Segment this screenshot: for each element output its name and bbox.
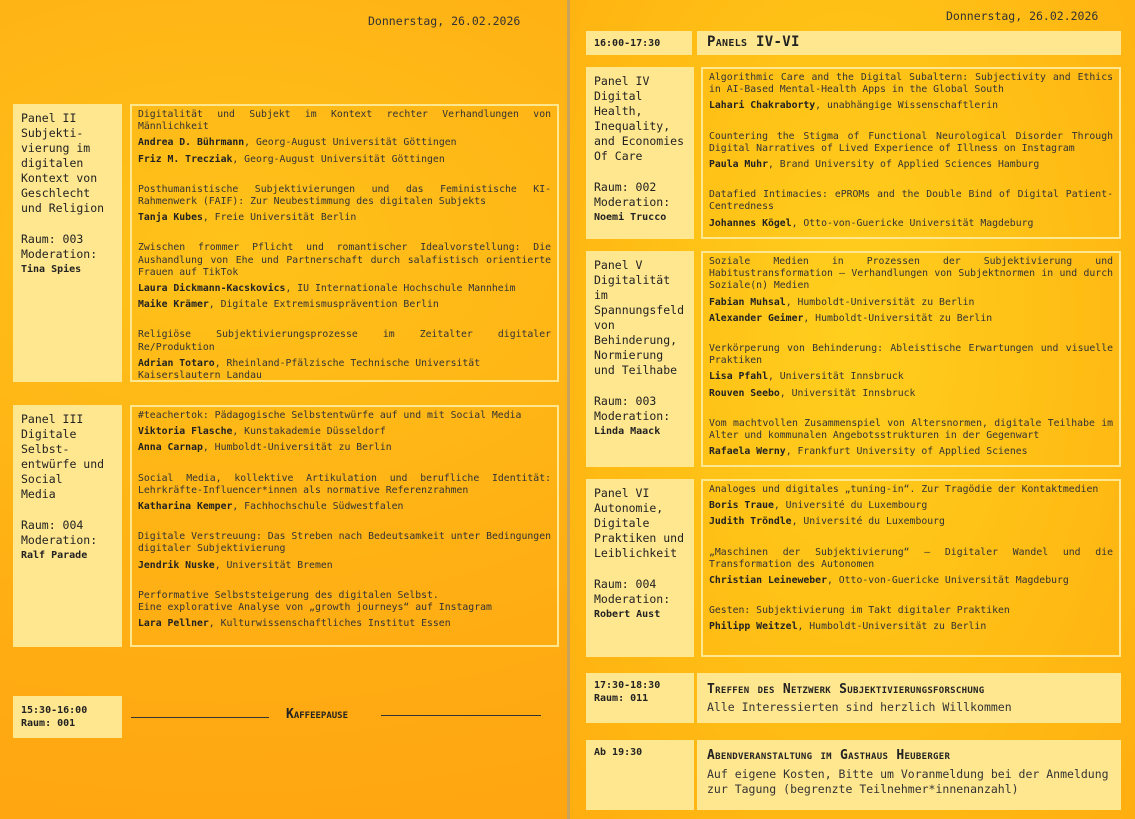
talk [709,131,1113,172]
speaker [709,446,1113,458]
talk-title: Gesten: Subjektivierung im Takt digitaler Praktiken [709,605,1010,617]
speaker-name: Jendrik Nuske [138,559,215,571]
right-page [570,0,1135,819]
speaker [138,154,551,166]
speaker-name: Philipp Weitzel [709,621,798,633]
speaker-affiliation: , Humboldt-Universität zu Berlin [785,296,975,308]
network-time-box [586,673,694,723]
talk [138,184,551,225]
panel-6-talks [701,479,1121,657]
speaker [138,560,551,572]
talk-title: Digitalität und Subjekt im Kontext rechter Verhandlungen von Männlichkeit [138,109,551,133]
speaker [138,283,551,295]
pause-divider-right [381,715,541,716]
pause-label: Kaffeepause [286,707,349,722]
speaker-name: Boris Traue [709,500,774,512]
panel-6-title: Panel VI Autonomie, Digitale Praktiken und Leiblichkeit [594,486,685,560]
speaker-name: Lahari Chakraborty [709,100,816,112]
speaker [138,137,551,149]
speaker [138,358,551,382]
speaker-name: Christian Leineweber [709,575,827,587]
speaker-affiliation: , Humboldt-Universität zu Berlin [202,442,392,454]
talk [709,72,1113,113]
panel-2-label [13,104,122,382]
panels-time-box [586,31,692,55]
speaker [709,159,1113,171]
speaker-name: Maike Krämer [138,299,209,311]
speaker-name: Laura Dickmann-Kacskovics [138,283,286,295]
date-right: Donnerstag, 26.02.2026 [946,9,1099,23]
panel-4-talks [701,67,1121,239]
evening-time-box [586,740,694,810]
network-time: 17:30-18:30 [594,680,661,691]
speaker-name: Viktoria Flasche [138,426,233,438]
speaker [138,426,551,438]
panel-6-moderator: Robert Aust [594,609,661,620]
evening-title: Abendveranstaltung im Gasthaus Heuberger [707,748,951,763]
speaker [138,212,551,224]
panel-5-room: Raum: 003 [594,394,657,408]
pause-room: Raum: 001 [21,718,76,729]
speaker-name: Lara Pellner [138,618,209,630]
speaker-name: Tanja Kubes [138,212,203,224]
speaker [138,501,551,513]
speaker [709,500,1113,512]
speaker-name: Andrea D. Bührmann [138,137,245,149]
speaker [138,299,551,311]
talk [709,418,1113,459]
speaker-affiliation: , Kulturwissenschaftliches Institut Essen [208,618,451,630]
talk [709,189,1113,230]
talk-title: Analoges und digitales „tuning-in“. Zur Tragödie der Kontaktmedien [709,484,1099,495]
speaker-affiliation: , Georg-August Universität Göttingen [232,153,445,165]
speaker-affiliation: , unabhängige Wissenschaftlerin [815,100,999,112]
panel-5-title: Panel V Digitalität im Spannungsfeld von Behinderung, Normierung und Teilhabe [594,258,685,377]
network-box [697,673,1121,723]
panel-3-label [13,405,122,647]
speaker-affiliation: , Universität Innsbruck [779,387,916,399]
panels-heading-box [697,31,1121,55]
speaker-name: Rafaela Werny [709,446,786,458]
talk-title: Soziale Medien in Prozessen der Subjektivierung und Habitustransformation – Verhandlungen von Subjektnormen in und durch Soziale(n) Medien [709,256,1113,292]
speaker-affiliation: , Humboldt-Universität zu Berlin [803,312,993,324]
panel-3-moderator: Ralf Parade [21,550,88,561]
speaker [138,618,551,630]
pause-time: 15:30-16:00 [21,705,88,716]
panel-3-mod-label: Moderation: [21,533,98,547]
evening-subtitle: Auf eigene Kosten, Bitte um Voranmeldung bei der Anmeldung zur Tagung (begrenzte Teilnehmer*innenanzahl) [707,767,1109,796]
talk [138,410,551,455]
panels-time: 16:00-17:30 [594,38,661,49]
panel-2-moderator: Tina Spies [21,264,82,275]
speaker-affiliation: , Université du Luxembourg [791,516,945,528]
panel-4-moderator: Noemi Trucco [594,212,667,223]
speaker [709,218,1113,230]
speaker-affiliation: , Universität Bremen [214,559,333,571]
speaker-name: Friz M. Trecziak [138,153,233,165]
talk-title: Zwischen frommer Pflicht und romantischer Idealvorstellung: Die Aushandlung von Ehe und Partnerschaft durch salafistisch orientierte Frauen auf TikTok [138,242,551,278]
panel-3-title: Panel III Digitale Selbst- entwürfe und Social Media [21,412,105,501]
speaker-affiliation: , Georg-August Universität Göttingen [244,137,457,149]
talk-title: Vom machtvollen Zusammenspiel von Altersnormen, digitale Teilhabe im Alter und kommunalen Angebotsstrukturen in der Gegenwart [709,417,1113,442]
talk [138,590,551,631]
panel-5-talks [701,251,1121,467]
panel-4-label [586,67,694,239]
speaker [709,100,1113,112]
talk-title: Posthumanistische Subjektivierungen und das Feministische KI-Rahmenwerk (FAIF): Zur Neubestimmung des digitalen Subjekts [138,183,551,208]
panel-3-room: Raum: 004 [21,518,84,532]
speaker [709,621,1113,633]
panel-3-talks [130,405,559,647]
date-left: Donnerstag, 26.02.2026 [368,14,521,28]
speaker-name: Katharina Kemper [138,501,233,513]
speaker-name: Johannes Kögel [709,217,792,229]
panel-4-title: Panel IV Digital Health, Inequality, and Economies Of Care [594,74,685,163]
panels-heading: Panels IV-VI [707,34,800,50]
panel-6-room: Raum: 004 [594,577,657,591]
panel-5-moderator: Linda Maack [594,426,661,437]
talk [138,329,551,382]
speaker-name: Anna Carnap [138,442,203,454]
panel-5-mod-label: Moderation: [594,409,671,423]
speaker-name: Adrian Totaro [138,357,215,369]
speaker-affiliation: , Frankfurt University of Applied Scienes [785,446,1028,458]
panel-6-mod-label: Moderation: [594,592,671,606]
talk-title: Verkörperung von Behinderung: Ableistische Erwartungen und visuelle Praktiken [709,343,1113,367]
talk-title: Countering the Stigma of Functional Neurological Disorder Through Digital Narratives of Lived Experience of Illness on Instagram [709,130,1113,154]
speaker-affiliation: , Otto-von-Guericke Universität Magdeburg [791,217,1034,229]
speaker [709,371,1113,383]
panel-4-room: Raum: 002 [594,180,657,194]
speaker-affiliation: , Rheinland-Pfälzische Technische Universität Kaiserslautern Landau [138,357,481,382]
speaker [709,575,1113,587]
evening-time: Ab 19:30 [594,747,643,758]
speaker [709,313,1113,325]
speaker-name: Alexander Geimer [709,312,804,324]
panel-4-mod-label: Moderation: [594,195,671,209]
panel-6-label [586,479,694,657]
panel-2-room: Raum: 003 [21,232,84,246]
talk [709,343,1113,400]
talk [709,605,1113,633]
talk [709,256,1113,325]
evening-box [697,740,1121,810]
speaker-affiliation: , Humboldt-Universität zu Berlin [797,621,987,633]
speaker-name: Lisa Pfahl [709,371,768,383]
speaker-affiliation: , Universität Innsbruck [767,371,904,383]
panel-5-label [586,251,694,467]
pause-time-box [13,696,122,738]
speaker-affiliation: , Otto-von-Guericke Universität Magdeburg [826,575,1069,587]
talk [138,531,551,572]
speaker-affiliation: , Digitale Extremismusprävention Berlin [208,299,439,311]
speaker [709,516,1113,528]
talk-title: Social Media, kollektive Artikulation und berufliche Identität: Lehrkräfte-Influencer*innen als normative Referenzrahmen [138,472,551,496]
speaker-name: Paula Muhr [709,159,768,171]
talk [138,242,551,311]
speaker-affiliation: , Freie Universität Berlin [202,212,357,224]
network-room: Raum: 011 [594,693,649,704]
talk-title: Digitale Verstreuung: Das Streben nach Bedeutsamkeit unter Bedingungen digitaler Subjektivierung [138,531,551,555]
talk-title: „Maschinen der Subjektivierung“ – Digitaler Wandel und die Transformation des Autonomen [709,546,1113,570]
talk [709,547,1113,588]
talk [138,473,551,514]
speaker [709,297,1113,309]
speaker-affiliation: , IU Internationale Hochschule Mannheim [285,283,516,295]
speaker-affiliation: , Université du Luxembourg [773,500,928,512]
talk-title: Algorithmic Care and the Digital Subaltern: Subjectivity and Ethics in AI-Based Mental-Health Apps in the Global South [709,72,1113,96]
talk-title: Religiöse Subjektivierungsprozesse im Zeitalter digitaler Re/Produktion [138,329,551,353]
speaker-name: Judith Tröndle [709,516,792,528]
speaker-affiliation: , Kunstakademie Düsseldorf [232,426,386,438]
talk-title: #teachertok: Pädagogische Selbstentwürfe auf und mit Social Media [138,410,522,421]
speaker-name: Rouven Seebo [709,387,780,399]
pause-divider-left [131,717,269,718]
speaker-affiliation: , Fachhochschule Südwestfalen [232,501,404,513]
speaker-name: Fabian Muhsal [709,296,786,308]
panel-2-title: Panel II Subjekti- vierung im digitalen Kontext von Geschlecht und Religion [21,111,105,215]
panel-2-mod-label: Moderation: [21,247,98,261]
speaker-affiliation: , Brand University of Applied Sciences Hamburg [767,159,1040,171]
speaker [709,388,1113,400]
speaker [138,442,551,454]
panel-2-talks [130,104,559,382]
talk [138,109,551,166]
talk [709,484,1113,529]
talk-title: Performative Selbststeigerung des digitalen Selbst. Eine explorative Analyse von „growth journeys“ auf Instagram [138,589,492,614]
network-title: Treffen des Netzwerk Subjektivierungsforschung [707,682,985,697]
talk-title: Datafied Intimacies: ePROMs and the Double Bind of Digital Patient-Centredness [709,189,1113,213]
network-subtitle: Alle Interessierten sind herzlich Willkommen [707,700,1012,714]
